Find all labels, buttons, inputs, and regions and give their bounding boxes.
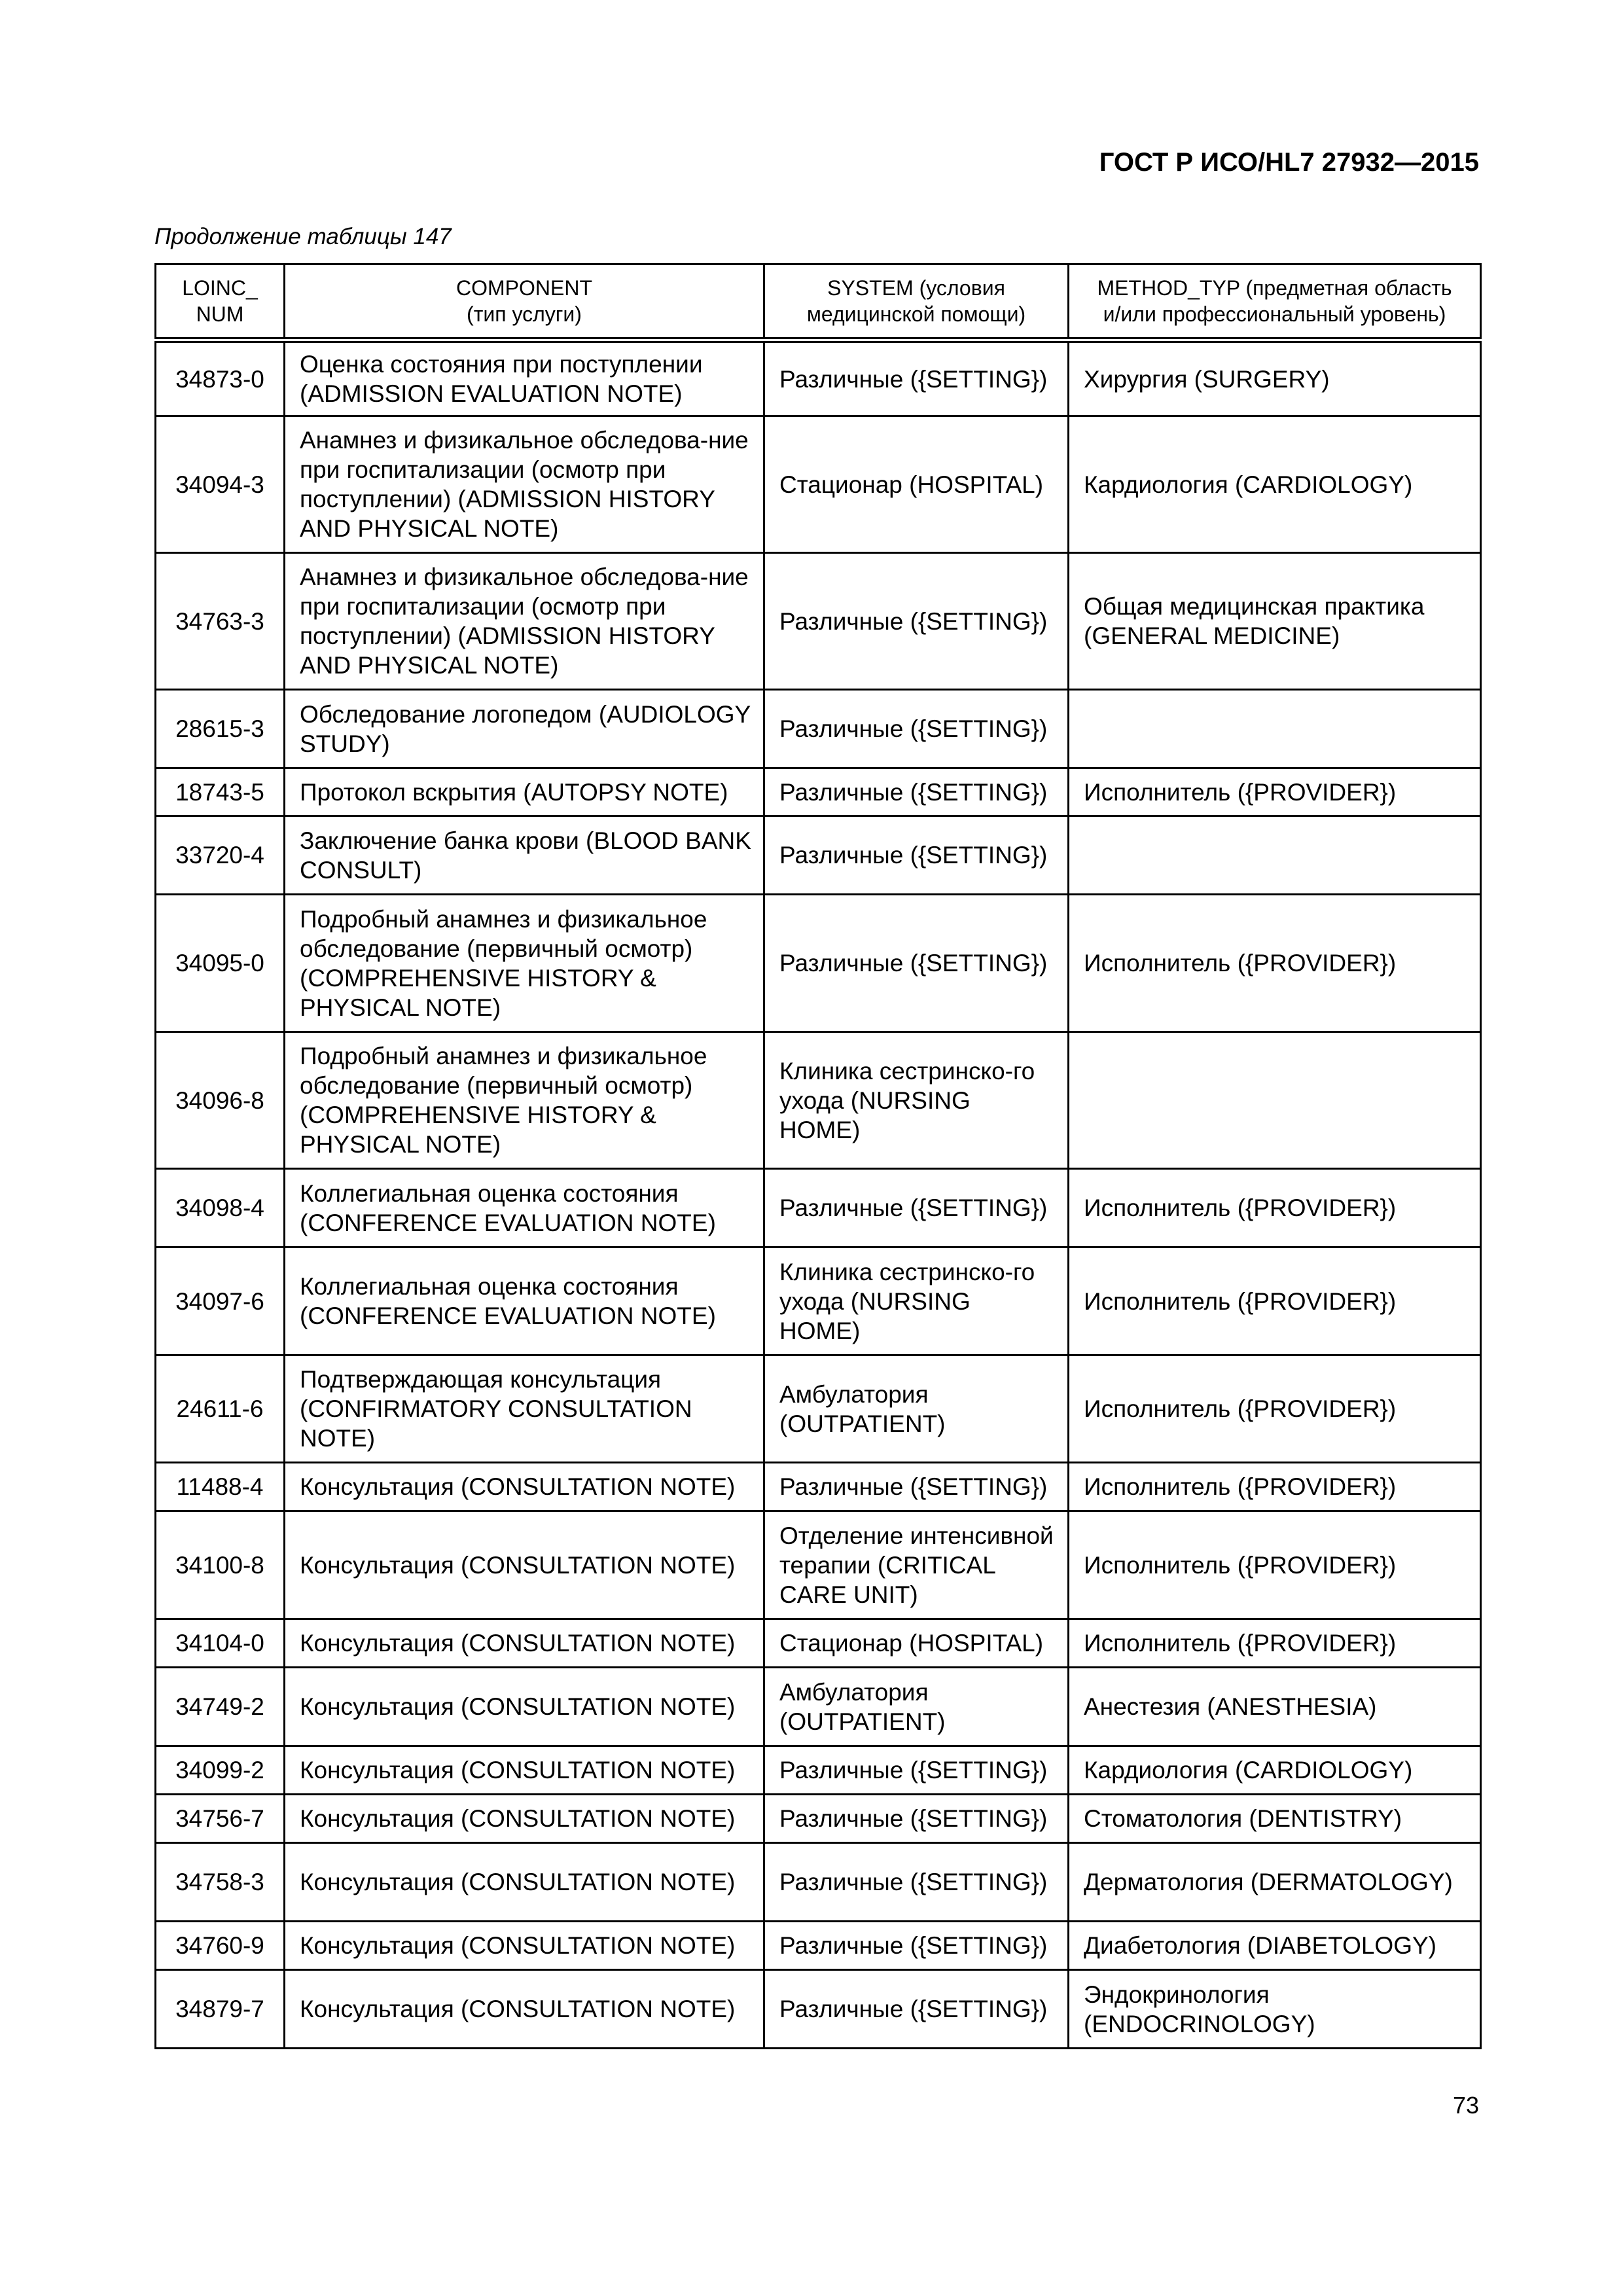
loinc-num-cell: 34749-2 xyxy=(156,1668,285,1746)
component-cell: Консультация (CONSULTATION NOTE) xyxy=(285,1746,764,1795)
method-cell xyxy=(1069,816,1481,895)
method-cell: Диабетология (DIABETOLOGY) xyxy=(1069,1922,1481,1970)
component-cell: Подтверждающая консультация (CONFIRMATORY CONSULTATION NOTE) xyxy=(285,1355,764,1463)
method-cell xyxy=(1069,690,1481,768)
method-cell: Анестезия (ANESTHESIA) xyxy=(1069,1668,1481,1746)
table-row xyxy=(156,1619,1481,1668)
method-cell: Хирургия (SURGERY) xyxy=(1069,340,1481,416)
system-cell: Отделение интенсивной терапии (CRITICAL CARE UNIT) xyxy=(764,1511,1069,1619)
system-cell: Различные ({SETTING}) xyxy=(764,553,1069,690)
table-row xyxy=(156,1668,1481,1746)
method-cell: Исполнитель ({PROVIDER}) xyxy=(1069,1619,1481,1668)
loinc-num-cell: 34098-4 xyxy=(156,1169,285,1247)
method-cell xyxy=(1069,1032,1481,1169)
loinc-num-cell: 34756-7 xyxy=(156,1795,285,1843)
table-row xyxy=(156,416,1481,553)
table-header-row xyxy=(156,264,1481,340)
loinc-num-cell: 34879-7 xyxy=(156,1970,285,2049)
system-cell: Различные ({SETTING}) xyxy=(764,1795,1069,1843)
system-cell: Различные ({SETTING}) xyxy=(764,816,1069,895)
loinc-num-cell: 34095-0 xyxy=(156,895,285,1032)
loinc-num-cell: 33720-4 xyxy=(156,816,285,895)
loinc-num-cell: 34096-8 xyxy=(156,1032,285,1169)
component-cell: Консультация (CONSULTATION NOTE) xyxy=(285,1843,764,1922)
method-cell: Общая медицинская практика (GENERAL MEDICINE) xyxy=(1069,553,1481,690)
table-row xyxy=(156,1463,1481,1511)
loinc-num-cell: 34097-6 xyxy=(156,1247,285,1355)
method-cell: Дерматология (DERMATOLOGY) xyxy=(1069,1843,1481,1922)
component-cell: Консультация (CONSULTATION NOTE) xyxy=(285,1668,764,1746)
system-cell: Амбулатория (OUTPATIENT) xyxy=(764,1355,1069,1463)
method-cell: Исполнитель ({PROVIDER}) xyxy=(1069,1463,1481,1511)
table-row xyxy=(156,1511,1481,1619)
component-cell: Протокол вскрытия (AUTOPSY NOTE) xyxy=(285,768,764,816)
method-cell: Эндокринология (ENDOCRINOLOGY) xyxy=(1069,1970,1481,2049)
system-cell: Различные ({SETTING}) xyxy=(764,895,1069,1032)
system-cell: Стационар (HOSPITAL) xyxy=(764,1619,1069,1668)
method-cell: Исполнитель ({PROVIDER}) xyxy=(1069,1511,1481,1619)
loinc-num-cell: 28615-3 xyxy=(156,690,285,768)
component-cell: Коллегиальная оценка состояния (CONFERENCE EVALUATION NOTE) xyxy=(285,1247,764,1355)
loinc-num-cell: 34099-2 xyxy=(156,1746,285,1795)
system-cell: Клиника сестринско-го ухода (NURSING HOME) xyxy=(764,1247,1069,1355)
system-cell: Стационар (HOSPITAL) xyxy=(764,416,1069,553)
system-cell: Различные ({SETTING}) xyxy=(764,1746,1069,1795)
table-row xyxy=(156,1032,1481,1169)
component-cell: Заключение банка крови (BLOOD BANK CONSULT) xyxy=(285,816,764,895)
method-cell: Исполнитель ({PROVIDER}) xyxy=(1069,1169,1481,1247)
method-cell: Исполнитель ({PROVIDER}) xyxy=(1069,1247,1481,1355)
table-row xyxy=(156,553,1481,690)
column-header-component: COMPONENT (тип услуги) xyxy=(285,264,764,340)
component-cell: Обследование логопедом (AUDIOLOGY STUDY) xyxy=(285,690,764,768)
system-cell: Различные ({SETTING}) xyxy=(764,1169,1069,1247)
system-cell: Различные ({SETTING}) xyxy=(764,340,1069,416)
component-cell: Консультация (CONSULTATION NOTE) xyxy=(285,1619,764,1668)
system-cell: Различные ({SETTING}) xyxy=(764,690,1069,768)
system-cell: Различные ({SETTING}) xyxy=(764,768,1069,816)
component-cell: Консультация (CONSULTATION NOTE) xyxy=(285,1970,764,2049)
table-caption: Продолжение таблицы 147 xyxy=(154,224,452,249)
table-row xyxy=(156,1746,1481,1795)
component-cell: Анамнез и физикальное обследова-ние при госпитализации (осмотр при поступлении) (ADMISSION HISTORY AND PHYSICAL NOTE) xyxy=(285,553,764,690)
loinc-num-cell: 18743-5 xyxy=(156,768,285,816)
table-row xyxy=(156,1247,1481,1355)
loinc-num-cell: 11488-4 xyxy=(156,1463,285,1511)
table-row xyxy=(156,895,1481,1032)
loinc-num-cell: 34758-3 xyxy=(156,1843,285,1922)
method-cell: Стоматология (DENTISTRY) xyxy=(1069,1795,1481,1843)
loinc-num-cell: 34104-0 xyxy=(156,1619,285,1668)
loinc-table xyxy=(154,263,1482,2049)
table-row xyxy=(156,1970,1481,2049)
component-cell: Оценка состояния при поступлении (ADMISSION EVALUATION NOTE) xyxy=(285,340,764,416)
system-cell: Различные ({SETTING}) xyxy=(764,1970,1069,2049)
loinc-num-cell: 34094-3 xyxy=(156,416,285,553)
component-cell: Анамнез и физикальное обследова-ние при госпитализации (осмотр при поступлении) (ADMISSION HISTORY AND PHYSICAL NOTE) xyxy=(285,416,764,553)
table-row xyxy=(156,816,1481,895)
component-cell: Подробный анамнез и физикальное обследование (первичный осмотр) (COMPREHENSIVE HISTORY & PHYSICAL NOTE) xyxy=(285,1032,764,1169)
component-cell: Консультация (CONSULTATION NOTE) xyxy=(285,1511,764,1619)
column-header-loinc-num: LOINC_ NUM xyxy=(156,264,285,340)
table-row xyxy=(156,340,1481,416)
table-row xyxy=(156,1843,1481,1922)
component-cell: Консультация (CONSULTATION NOTE) xyxy=(285,1463,764,1511)
loinc-num-cell: 24611-6 xyxy=(156,1355,285,1463)
system-cell: Клиника сестринско-го ухода (NURSING HOME) xyxy=(764,1032,1069,1169)
table-row xyxy=(156,1355,1481,1463)
component-cell: Подробный анамнез и физикальное обследование (первичный осмотр) (COMPREHENSIVE HISTORY & PHYSICAL NOTE) xyxy=(285,895,764,1032)
table-row xyxy=(156,1169,1481,1247)
loinc-num-cell: 34763-3 xyxy=(156,553,285,690)
method-cell: Исполнитель ({PROVIDER}) xyxy=(1069,895,1481,1032)
table-row xyxy=(156,690,1481,768)
component-cell: Консультация (CONSULTATION NOTE) xyxy=(285,1922,764,1970)
system-cell: Различные ({SETTING}) xyxy=(764,1463,1069,1511)
loinc-num-cell: 34760-9 xyxy=(156,1922,285,1970)
method-cell: Исполнитель ({PROVIDER}) xyxy=(1069,1355,1481,1463)
page-number: 73 xyxy=(1452,2092,1479,2119)
document-standard-header: ГОСТ Р ИСО/HL7 27932—2015 xyxy=(1099,148,1479,177)
system-cell: Различные ({SETTING}) xyxy=(764,1843,1069,1922)
component-cell: Консультация (CONSULTATION NOTE) xyxy=(285,1795,764,1843)
method-cell: Кардиология (CARDIOLOGY) xyxy=(1069,416,1481,553)
method-cell: Исполнитель ({PROVIDER}) xyxy=(1069,768,1481,816)
system-cell: Различные ({SETTING}) xyxy=(764,1922,1069,1970)
component-cell: Коллегиальная оценка состояния (CONFERENCE EVALUATION NOTE) xyxy=(285,1169,764,1247)
method-cell: Кардиология (CARDIOLOGY) xyxy=(1069,1746,1481,1795)
table-row xyxy=(156,1795,1481,1843)
column-header-system: SYSTEM (условия медицинской помощи) xyxy=(764,264,1069,340)
loinc-num-cell: 34873-0 xyxy=(156,340,285,416)
table-row xyxy=(156,768,1481,816)
system-cell: Амбулатория (OUTPATIENT) xyxy=(764,1668,1069,1746)
table-row xyxy=(156,1922,1481,1970)
loinc-num-cell: 34100-8 xyxy=(156,1511,285,1619)
column-header-method-typ: METHOD_TYP (предметная область и/или профессиональный уровень) xyxy=(1069,264,1481,340)
